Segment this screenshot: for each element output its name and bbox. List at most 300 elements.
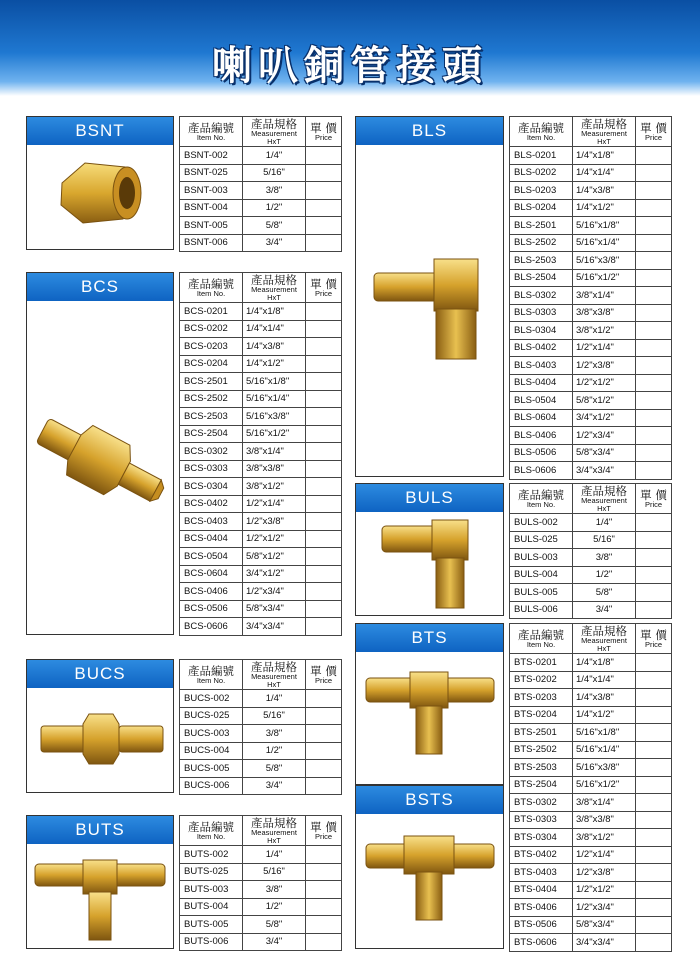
item-no-cell: BSNT-004 <box>180 199 243 217</box>
bls-table-row <box>510 374 672 392</box>
measurement-cell: 3/4"x3/4" <box>573 462 636 480</box>
price-cell <box>636 916 672 934</box>
bts-table-row <box>510 899 672 917</box>
item-no-cell: BUTS-005 <box>180 916 243 934</box>
bls-table-row <box>510 409 672 427</box>
bcs-table-row <box>180 408 342 426</box>
item-no-cell: BUTS-025 <box>180 863 243 881</box>
measurement-cell: 1/2"x1/4" <box>573 339 636 357</box>
item-no-cell: BCS-0202 <box>180 320 243 338</box>
page-title: 喇叭銅管接頭 <box>212 43 488 89</box>
bsnt-table-row <box>180 164 342 182</box>
price-cell <box>636 689 672 707</box>
measurement-cell: 3/8"x3/8" <box>243 460 306 478</box>
price-cell <box>306 217 342 235</box>
measurement-header: 產品規格 Measurement HxT <box>243 273 306 303</box>
price-cell <box>636 671 672 689</box>
price-header: 單 價 Price <box>306 816 342 846</box>
measurement-header: 產品規格 Measurement HxT <box>573 624 636 654</box>
measurement-header: 產品規格 Measurement HxT <box>573 484 636 514</box>
bsnt-spec-table <box>179 116 342 252</box>
measurement-cell: 1/2"x1/4" <box>573 846 636 864</box>
bcs-table-row <box>180 390 342 408</box>
bsnt-image-panel <box>26 116 174 250</box>
item-no-cell: BCS-0406 <box>180 583 243 601</box>
bts-table-row <box>510 724 672 742</box>
measurement-cell: 5/8"x3/4" <box>573 444 636 462</box>
item-no-cell: BLS-0604 <box>510 409 573 427</box>
price-cell <box>636 339 672 357</box>
price-cell <box>636 846 672 864</box>
bls-table-row <box>510 234 672 252</box>
bts-table-row <box>510 706 672 724</box>
measurement-cell: 1/2"x1/2" <box>243 530 306 548</box>
item-no-cell: BTS-0304 <box>510 829 573 847</box>
item-no-cell: BSNT-005 <box>180 217 243 235</box>
measurement-cell: 3/8"x1/4" <box>573 287 636 305</box>
price-cell <box>636 549 672 567</box>
price-cell <box>636 409 672 427</box>
item-no-cell: BUTS-006 <box>180 933 243 951</box>
bcs-table-row <box>180 338 342 356</box>
measurement-cell: 1/4"x1/8" <box>243 303 306 321</box>
table-header-row <box>180 117 342 147</box>
price-cell <box>306 443 342 461</box>
buts-table-row <box>180 863 342 881</box>
price-cell <box>306 725 342 743</box>
table-header-row <box>180 273 342 303</box>
buls-spec-table <box>509 483 672 619</box>
bcs-table-row <box>180 320 342 338</box>
bcs-table-row <box>180 600 342 618</box>
buls-elbow-image <box>356 512 503 615</box>
price-cell <box>636 217 672 235</box>
price-cell <box>636 252 672 270</box>
bcs-table-row <box>180 618 342 636</box>
measurement-cell: 1/4"x1/8" <box>573 147 636 165</box>
item-no-cell: BCS-0302 <box>180 443 243 461</box>
measurement-cell: 1/2" <box>243 742 306 760</box>
bsnt-flare-nut-image <box>27 145 173 249</box>
item-no-cell: BCS-2503 <box>180 408 243 426</box>
measurement-cell: 1/2"x1/2" <box>573 374 636 392</box>
bcs-table-row <box>180 513 342 531</box>
item-no-cell: BUTS-003 <box>180 881 243 899</box>
item-no-cell: BLS-0404 <box>510 374 573 392</box>
price-cell <box>636 287 672 305</box>
item-no-cell: BTS-0404 <box>510 881 573 899</box>
item-no-cell: BTS-0202 <box>510 671 573 689</box>
measurement-cell: 5/16" <box>573 531 636 549</box>
bcs-table-row <box>180 583 342 601</box>
bsts-image-panel <box>355 785 504 949</box>
price-cell <box>636 584 672 602</box>
price-cell <box>636 322 672 340</box>
item-no-cell: BTS-2502 <box>510 741 573 759</box>
measurement-cell: 1/2"x3/8" <box>243 513 306 531</box>
price-cell <box>636 304 672 322</box>
price-cell <box>636 182 672 200</box>
buls-section-title: BULS <box>356 484 503 512</box>
item-no-cell: BCS-0402 <box>180 495 243 513</box>
item-no-cell: BTS-2501 <box>510 724 573 742</box>
measurement-header: 產品規格 Measurement HxT <box>243 816 306 846</box>
measurement-cell: 5/16"x1/8" <box>573 217 636 235</box>
item-no-cell: BCS-0506 <box>180 600 243 618</box>
price-cell <box>306 513 342 531</box>
item-no-cell: BCS-2502 <box>180 390 243 408</box>
table-header-row <box>180 816 342 846</box>
measurement-cell: 1/2" <box>243 199 306 217</box>
price-header: 單 價 Price <box>306 273 342 303</box>
bucs-table-row <box>180 760 342 778</box>
item-no-cell: BCS-0303 <box>180 460 243 478</box>
measurement-cell: 3/8" <box>573 549 636 567</box>
price-cell <box>636 444 672 462</box>
bts-table-row <box>510 741 672 759</box>
measurement-cell: 5/16"x1/4" <box>243 390 306 408</box>
measurement-cell: 5/16" <box>243 863 306 881</box>
bls-table-row <box>510 392 672 410</box>
measurement-cell: 3/4" <box>243 933 306 951</box>
bsnt-table-row <box>180 182 342 200</box>
item-no-cell: BSNT-025 <box>180 164 243 182</box>
bcs-section-title: BCS <box>27 273 173 301</box>
bucs-table-row <box>180 777 342 795</box>
price-header: 單 價 Price <box>636 624 672 654</box>
measurement-cell: 1/4" <box>243 690 306 708</box>
price-cell <box>636 514 672 532</box>
measurement-cell: 1/2"x3/4" <box>573 899 636 917</box>
price-cell <box>306 338 342 356</box>
item-no-cell: BCS-0304 <box>180 478 243 496</box>
item-no-cell: BCS-0403 <box>180 513 243 531</box>
measurement-cell: 3/8"x1/2" <box>573 322 636 340</box>
price-header: 單 價 Price <box>306 660 342 690</box>
item-no-cell: BLS-2501 <box>510 217 573 235</box>
item-no-cell: BULS-006 <box>510 601 573 619</box>
bts-table-row <box>510 759 672 777</box>
measurement-cell: 5/16"x1/8" <box>573 724 636 742</box>
item-no-cell: BTS-2503 <box>510 759 573 777</box>
buts-table-row <box>180 933 342 951</box>
bls-elbow-image <box>356 145 503 476</box>
buts-section-title: BUTS <box>27 816 173 844</box>
bts-section-title: BTS <box>356 624 503 652</box>
bts-table-row <box>510 934 672 952</box>
bls-spec-table <box>509 116 672 480</box>
item-no-cell: BLS-0506 <box>510 444 573 462</box>
price-cell <box>306 777 342 795</box>
bls-table-row <box>510 269 672 287</box>
measurement-cell: 3/8"x3/8" <box>573 811 636 829</box>
measurement-cell: 1/2"x3/4" <box>243 583 306 601</box>
price-cell <box>306 460 342 478</box>
item-no-cell: BTS-0302 <box>510 794 573 812</box>
measurement-cell: 3/4"x1/2" <box>243 565 306 583</box>
bls-image-panel <box>355 116 504 477</box>
item-no-cell: BLS-2502 <box>510 234 573 252</box>
measurement-cell: 3/8"x1/4" <box>243 443 306 461</box>
price-cell <box>636 199 672 217</box>
measurement-cell: 3/4"x1/2" <box>573 409 636 427</box>
bts-table-row <box>510 881 672 899</box>
bsnt-table-row <box>180 234 342 252</box>
bls-table-row <box>510 164 672 182</box>
buts-image-panel <box>26 815 174 949</box>
measurement-cell: 1/4"x1/2" <box>573 199 636 217</box>
item-no-cell: BCS-2504 <box>180 425 243 443</box>
bsnt-section-title: BSNT <box>27 117 173 145</box>
item-no-cell: BCS-0606 <box>180 618 243 636</box>
price-header: 單 價 Price <box>636 484 672 514</box>
measurement-cell: 5/16"x1/8" <box>243 373 306 391</box>
measurement-cell: 1/4"x1/2" <box>243 355 306 373</box>
bls-table-row <box>510 339 672 357</box>
item-no-cell: BTS-0506 <box>510 916 573 934</box>
price-cell <box>306 495 342 513</box>
measurement-cell: 3/4" <box>573 601 636 619</box>
measurement-cell: 3/4" <box>243 777 306 795</box>
measurement-cell: 1/2"x3/4" <box>573 427 636 445</box>
bls-table-row <box>510 427 672 445</box>
buls-table-row <box>510 566 672 584</box>
bcs-table-row <box>180 373 342 391</box>
price-cell <box>306 846 342 864</box>
bcs-table-row <box>180 565 342 583</box>
measurement-cell: 3/4"x3/4" <box>573 934 636 952</box>
price-cell <box>306 690 342 708</box>
bls-table-row <box>510 357 672 375</box>
price-cell <box>306 355 342 373</box>
price-cell <box>306 583 342 601</box>
bsnt-table-row <box>180 147 342 165</box>
item-no-cell: BLS-0606 <box>510 462 573 480</box>
bsts-street-tee-image <box>356 814 503 948</box>
measurement-cell: 5/8" <box>243 760 306 778</box>
price-cell <box>636 934 672 952</box>
table-header-row <box>510 484 672 514</box>
item-no-cell: BLS-0201 <box>510 147 573 165</box>
item-no-header: 產品編號 Item No. <box>180 273 243 303</box>
measurement-cell: 3/8"x1/2" <box>573 829 636 847</box>
bcs-table-row <box>180 460 342 478</box>
table-header-row <box>510 117 672 147</box>
bts-table-row <box>510 811 672 829</box>
bcs-table-row <box>180 530 342 548</box>
item-no-cell: BULS-003 <box>510 549 573 567</box>
bucs-table-row <box>180 690 342 708</box>
bucs-union-image <box>27 688 173 792</box>
item-no-cell: BUTS-004 <box>180 898 243 916</box>
bls-section-title: BLS <box>356 117 503 145</box>
item-no-cell: BLS-0504 <box>510 392 573 410</box>
buts-spec-table <box>179 815 342 951</box>
measurement-cell: 3/8" <box>243 881 306 899</box>
price-cell <box>636 147 672 165</box>
price-cell <box>306 863 342 881</box>
price-cell <box>636 234 672 252</box>
item-no-cell: BSNT-006 <box>180 234 243 252</box>
price-cell <box>636 654 672 672</box>
price-cell <box>636 706 672 724</box>
bts-table-row <box>510 829 672 847</box>
item-no-cell: BSNT-002 <box>180 147 243 165</box>
item-no-cell: BLS-0203 <box>510 182 573 200</box>
item-no-cell: BUCS-006 <box>180 777 243 795</box>
buls-table-row <box>510 549 672 567</box>
bcs-image-panel <box>26 272 174 635</box>
bts-table-row <box>510 654 672 672</box>
page-banner <box>0 0 700 96</box>
price-cell <box>306 548 342 566</box>
buls-table-row <box>510 584 672 602</box>
buts-table-row <box>180 846 342 864</box>
price-cell <box>306 742 342 760</box>
price-cell <box>306 182 342 200</box>
price-cell <box>306 234 342 252</box>
price-cell <box>636 566 672 584</box>
item-no-cell: BLS-0402 <box>510 339 573 357</box>
measurement-cell: 5/16" <box>243 707 306 725</box>
price-cell <box>306 408 342 426</box>
price-cell <box>636 811 672 829</box>
measurement-cell: 3/8" <box>243 182 306 200</box>
measurement-cell: 1/4" <box>573 514 636 532</box>
price-cell <box>306 164 342 182</box>
item-no-cell: BCS-2501 <box>180 373 243 391</box>
measurement-cell: 5/8"x1/2" <box>573 392 636 410</box>
measurement-cell: 1/2"x1/2" <box>573 881 636 899</box>
bcs-spec-table <box>179 272 342 636</box>
price-cell <box>636 741 672 759</box>
item-no-cell: BTS-0402 <box>510 846 573 864</box>
measurement-cell: 1/2"x3/8" <box>573 357 636 375</box>
measurement-header: 產品規格 Measurement HxT <box>243 117 306 147</box>
item-no-cell: BLS-0303 <box>510 304 573 322</box>
price-cell <box>636 759 672 777</box>
measurement-cell: 1/2"x3/8" <box>573 864 636 882</box>
price-cell <box>306 916 342 934</box>
measurement-cell: 5/8"x3/4" <box>573 916 636 934</box>
bucs-table-row <box>180 725 342 743</box>
price-cell <box>306 478 342 496</box>
price-cell <box>306 303 342 321</box>
measurement-cell: 1/2" <box>243 898 306 916</box>
price-cell <box>306 425 342 443</box>
measurement-cell: 5/16"x1/2" <box>243 425 306 443</box>
measurement-cell: 1/4" <box>243 147 306 165</box>
item-no-cell: BTS-0303 <box>510 811 573 829</box>
measurement-cell: 1/4"x1/4" <box>243 320 306 338</box>
item-no-cell: BULS-002 <box>510 514 573 532</box>
measurement-cell: 1/4"x1/2" <box>573 706 636 724</box>
measurement-cell: 1/4"x1/4" <box>573 164 636 182</box>
bts-table-row <box>510 776 672 794</box>
item-no-cell: BLS-0406 <box>510 427 573 445</box>
measurement-cell: 5/16"x1/2" <box>573 776 636 794</box>
item-no-cell: BUCS-002 <box>180 690 243 708</box>
bts-tee-image <box>356 652 503 784</box>
measurement-cell: 5/16"x1/4" <box>573 741 636 759</box>
buls-table-row <box>510 514 672 532</box>
buls-table-row <box>510 531 672 549</box>
price-cell <box>306 199 342 217</box>
price-cell <box>306 320 342 338</box>
item-no-cell: BCS-0204 <box>180 355 243 373</box>
price-cell <box>636 427 672 445</box>
measurement-cell: 1/4" <box>243 846 306 864</box>
price-cell <box>636 164 672 182</box>
bts-table-row <box>510 846 672 864</box>
measurement-cell: 1/4"x1/4" <box>573 671 636 689</box>
price-cell <box>306 618 342 636</box>
price-cell <box>636 531 672 549</box>
bts-table-row <box>510 916 672 934</box>
price-cell <box>306 898 342 916</box>
item-no-cell: BTS-0203 <box>510 689 573 707</box>
item-no-header: 產品編號 Item No. <box>510 624 573 654</box>
buls-image-panel <box>355 483 504 616</box>
price-cell <box>636 724 672 742</box>
measurement-cell: 5/16"x3/8" <box>243 408 306 426</box>
price-cell <box>306 373 342 391</box>
item-no-cell: BUCS-004 <box>180 742 243 760</box>
measurement-cell: 5/16"x3/8" <box>573 759 636 777</box>
buls-table-row <box>510 601 672 619</box>
bts-table-row <box>510 794 672 812</box>
measurement-cell: 3/8"x3/8" <box>573 304 636 322</box>
item-no-cell: BULS-004 <box>510 566 573 584</box>
buts-table-row <box>180 898 342 916</box>
bucs-image-panel <box>26 659 174 793</box>
item-no-cell: BLS-0304 <box>510 322 573 340</box>
bls-table-row <box>510 199 672 217</box>
price-cell <box>306 390 342 408</box>
bls-table-row <box>510 304 672 322</box>
item-no-cell: BTS-2504 <box>510 776 573 794</box>
price-cell <box>306 760 342 778</box>
measurement-cell: 1/2"x1/4" <box>243 495 306 513</box>
item-no-cell: BUCS-003 <box>180 725 243 743</box>
price-cell <box>636 899 672 917</box>
price-cell <box>636 829 672 847</box>
buts-table-row <box>180 916 342 934</box>
bsnt-table-row <box>180 199 342 217</box>
bls-table-row <box>510 462 672 480</box>
measurement-cell: 1/4"x1/8" <box>573 654 636 672</box>
item-no-header: 產品編號 Item No. <box>510 117 573 147</box>
buts-table-row <box>180 881 342 899</box>
price-cell <box>306 933 342 951</box>
measurement-cell: 3/8"x1/4" <box>573 794 636 812</box>
item-no-cell: BCS-0604 <box>180 565 243 583</box>
item-no-header: 產品編號 Item No. <box>180 660 243 690</box>
price-cell <box>306 147 342 165</box>
item-no-cell: BLS-0302 <box>510 287 573 305</box>
bsts-section-title: BSTS <box>356 786 503 814</box>
item-no-cell: BSNT-003 <box>180 182 243 200</box>
item-no-cell: BULS-005 <box>510 584 573 602</box>
bts-table-row <box>510 671 672 689</box>
price-cell <box>306 881 342 899</box>
bls-table-row <box>510 322 672 340</box>
bls-table-row <box>510 444 672 462</box>
price-header: 單 價 Price <box>636 117 672 147</box>
bts-table-row <box>510 689 672 707</box>
measurement-header: 產品規格 Measurement HxT <box>573 117 636 147</box>
bucs-table-row <box>180 742 342 760</box>
